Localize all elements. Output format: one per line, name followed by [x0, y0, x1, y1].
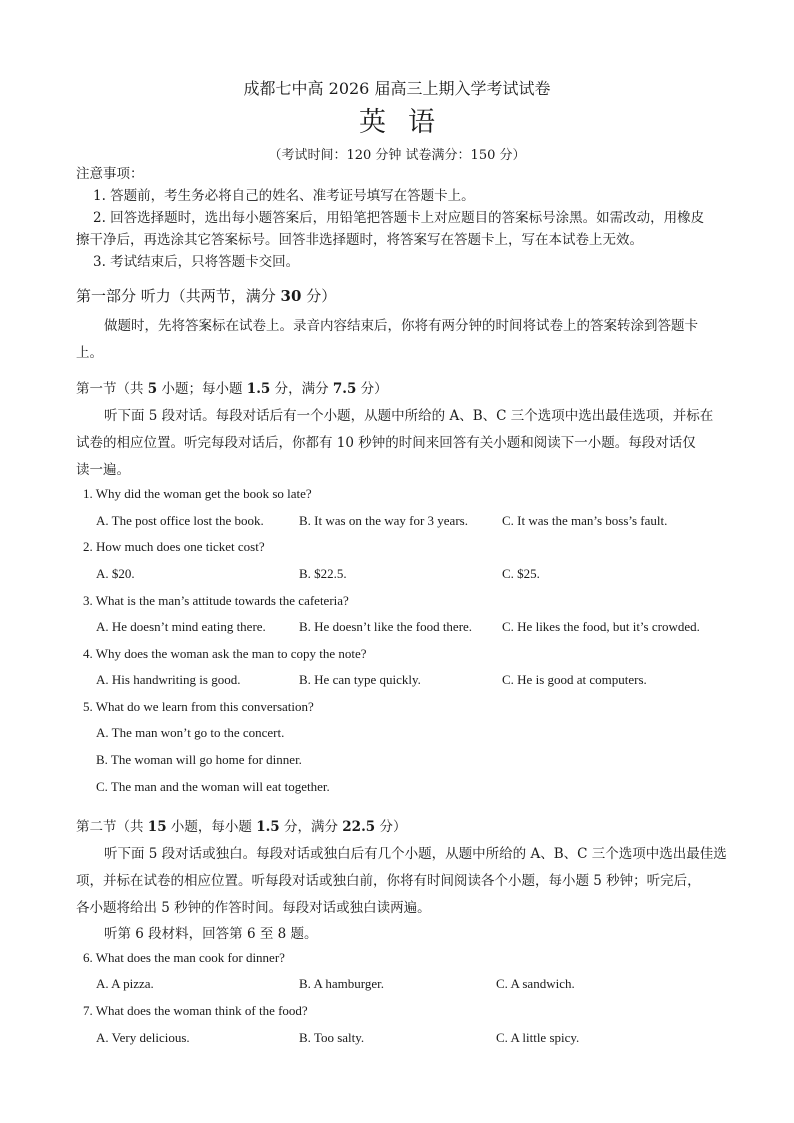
question-2-option-a: A. $20. — [96, 566, 135, 581]
question-6-option-c: C. A sandwich. — [496, 976, 575, 991]
section2-heading-g: 分） — [375, 819, 407, 835]
notes-item-2-line-2: 擦干净后，再选涂其它答案标号。回答非选择题时，将答案写在答题卡上，写在本试卷上无效。 — [76, 232, 643, 248]
part1-intro-line-1: 做题时，先将答案标在试卷上。录音内容结束后，你将有两分钟的时间将试卷上的答案转涂到答题卡 — [104, 318, 698, 334]
question-4-option-a: A. His handwriting is good. — [96, 672, 241, 687]
question-3: 3. What is the man’s attitude towards the cafeteria? — [83, 593, 349, 608]
part1-intro-line-2: 上。 — [76, 345, 103, 361]
section1-heading — [76, 377, 388, 397]
section1-heading-e: 分，满分 — [270, 381, 333, 397]
question-3-option-a: A. He doesn’t mind eating there. — [96, 619, 266, 634]
section2-heading-f: 22.5 — [342, 819, 376, 835]
question-2-option-c: C. $25. — [502, 566, 540, 581]
question-5-option-a: A. The man won’t go to the concert. — [96, 725, 285, 740]
part1-heading-suffix: 分） — [301, 287, 337, 305]
question-1-option-b: B. It was on the way for 3 years. — [299, 513, 468, 528]
section1-heading-f: 7.5 — [332, 381, 357, 397]
part1-heading-score: 30 — [280, 287, 302, 305]
question-2-option-b: B. $22.5. — [299, 566, 347, 581]
question-5-option-b: B. The woman will go home for dinner. — [96, 752, 302, 767]
section1-heading-b: 5 — [147, 381, 158, 397]
section2-heading-c: 小题，每小题 — [166, 819, 257, 835]
question-3-option-c: C. He likes the food, but it’s crowded. — [502, 619, 700, 634]
question-4: 4. Why does the woman ask the man to copy the note? — [83, 646, 367, 661]
question-6-option-a: A. A pizza. — [96, 976, 154, 991]
question-7-option-a: A. Very delicious. — [96, 1030, 190, 1045]
question-6-option-b: B. A hamburger. — [299, 976, 384, 991]
material-6-instruction: 听第 6 段材料，回答第 6 至 8 题。 — [104, 926, 318, 942]
question-1-option-c: C. It was the man’s boss’s fault. — [502, 513, 668, 528]
section2-intro-line-3: 各小题将给出 5 秒钟的作答时间。每段对话或独白读两遍。 — [76, 900, 431, 916]
section1-intro-line-3: 读一遍。 — [76, 462, 130, 478]
subject-title: 英语 — [359, 107, 457, 138]
section2-heading-a: 第二节（共 — [76, 819, 148, 835]
question-1-option-a: A. The post office lost the book. — [96, 513, 264, 528]
question-7-option-c: C. A little spicy. — [496, 1030, 580, 1045]
question-4-option-b: B. He can type quickly. — [299, 672, 421, 687]
section2-intro-line-2: 项，并标在试卷的相应位置。听每段对话或独白前，你将有时间阅读各个小题，每小题 5 秒钟；听完后， — [76, 873, 701, 889]
question-5: 5. What do we learn from this conversation? — [83, 699, 314, 714]
section1-heading-a: 第一节（共 — [76, 381, 148, 397]
notes-heading: 注意事项： — [76, 166, 144, 182]
question-5-option-c: C. The man and the woman will eat together. — [96, 779, 330, 794]
section1-heading-c: 小题；每小题 — [157, 381, 247, 397]
question-3-option-b: B. He doesn’t like the food there. — [299, 619, 473, 634]
notes-item-2-line-1: 2. 回答选择题时，选出每小题答案后，用铅笔把答题卡上对应题目的答案标号涂黑。如需改动，用橡皮 — [93, 210, 705, 226]
section1-heading-g: 分） — [356, 381, 388, 397]
section1-intro-line-2: 试卷的相应位置。听完每段对话后，你都有 10 秒钟的时间来回答有关小题和阅读下一小题。每段对话仅 — [76, 435, 696, 451]
section1-intro-line-1: 听下面 5 段对话。每段对话后有一个小题，从题中所给的 A、B、C 三个选项中选出最佳选项，并标在 — [104, 408, 714, 424]
question-7-option-b: B. Too salty. — [299, 1030, 365, 1045]
section2-heading — [76, 815, 406, 835]
exam-info: （考试时间：120 分钟 试卷满分：150 分） — [268, 148, 526, 163]
section2-intro-line-1: 听下面 5 段对话或独白。每段对话或独白后有几个小题，从题中所给的 A、B、C 三个选项中选出最佳选 — [104, 846, 727, 862]
notes-item-1: 1. 答题前，考生务必将自己的姓名、准考证号填写在答题卡上。 — [93, 188, 475, 204]
section2-heading-e: 分，满分 — [279, 819, 343, 835]
part1-heading — [76, 285, 336, 306]
question-4-option-c: C. He is good at computers. — [502, 672, 647, 687]
section1-heading-d: 1.5 — [246, 381, 271, 397]
question-1: 1. Why did the woman get the book so late? — [83, 486, 312, 501]
question-7: 7. What does the woman think of the food? — [83, 1003, 308, 1018]
question-6: 6. What does the man cook for dinner? — [83, 950, 285, 965]
section2-heading-d: 1.5 — [256, 819, 280, 835]
part1-heading-prefix: 第一部分 听力（共两节，满分 — [76, 287, 281, 305]
question-2: 2. How much does one ticket cost? — [83, 539, 265, 554]
notes-item-3: 3. 考试结束后，只将答题卡交回。 — [93, 254, 300, 270]
exam-title: 成都七中高 2026 届高三上期入学考试试卷 — [243, 79, 551, 98]
section2-heading-b: 15 — [147, 819, 167, 835]
